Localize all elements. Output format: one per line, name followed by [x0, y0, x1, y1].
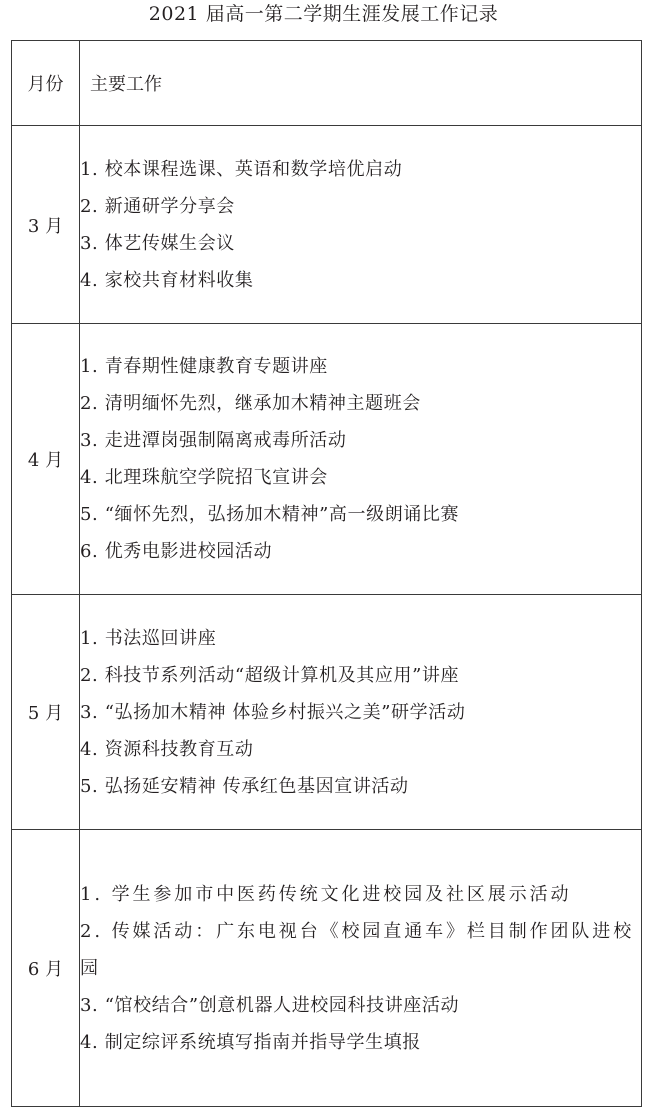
table-row — [12, 830, 642, 1107]
work-items-cell — [80, 324, 642, 595]
work-item: 3. “馆校结合”创意机器人进校园科技讲座活动 — [80, 994, 460, 1016]
work-item: 3. 走进潭岗强制隔离戒毒所活动 — [80, 430, 347, 451]
work-column-header: 主要工作 — [80, 41, 642, 126]
work-item: 2. 清明缅怀先烈，继承加木精神主题班会 — [80, 393, 421, 414]
work-item: 4. 家校共育材料收集 — [80, 269, 254, 291]
work-item: 2. 传媒活动：广东电视台《校园直通车》栏目制作团队进校园 — [80, 920, 635, 979]
work-item: 5. “缅怀先烈，弘扬加木精神”高一级朗诵比赛 — [80, 504, 460, 525]
table-row — [12, 595, 642, 830]
table-row — [12, 324, 642, 595]
work-item: 3. 体艺传媒生会议 — [80, 232, 235, 254]
work-items-cell — [80, 830, 642, 1107]
work-item: 1. 书法巡回讲座 — [80, 627, 217, 649]
work-item: 1. 青春期性健康教育专题讲座 — [80, 356, 328, 377]
month-cell: 5 月 — [12, 595, 80, 830]
work-item: 4. 资源科技教育互动 — [80, 738, 254, 760]
work-item: 2. 新通研学分享会 — [80, 195, 235, 217]
month-cell: 3 月 — [12, 126, 80, 324]
work-item: 4. 北理珠航空学院招飞宣讲会 — [80, 467, 328, 488]
document-title: 2021 届高一第二学期生涯发展工作记录 — [148, 3, 499, 25]
work-item: 6. 优秀电影进校园活动 — [80, 541, 273, 562]
work-item: 2. 科技节系列活动“超级计算机及其应用”讲座 — [80, 664, 460, 686]
month-cell: 4 月 — [12, 324, 80, 595]
work-item: 1. 学生参加市中医药传统文化进校园及社区展示活动 — [80, 883, 572, 905]
table-row — [12, 126, 642, 324]
work-item: 1. 校本课程选课、英语和数学培优启动 — [80, 158, 403, 180]
work-item: 5. 弘扬延安精神 传承红色基因宣讲活动 — [80, 775, 409, 797]
work-items-cell — [80, 595, 642, 830]
work-item: 3. “弘扬加木精神 体验乡村振兴之美”研学活动 — [80, 701, 466, 723]
month-column-header: 月份 — [12, 41, 80, 126]
work-record-table — [11, 40, 642, 1107]
work-item: 4. 制定综评系统填写指南并指导学生填报 — [80, 1031, 421, 1053]
table-header-row — [12, 41, 642, 126]
month-cell: 6 月 — [12, 830, 80, 1107]
work-items-cell — [80, 126, 642, 324]
